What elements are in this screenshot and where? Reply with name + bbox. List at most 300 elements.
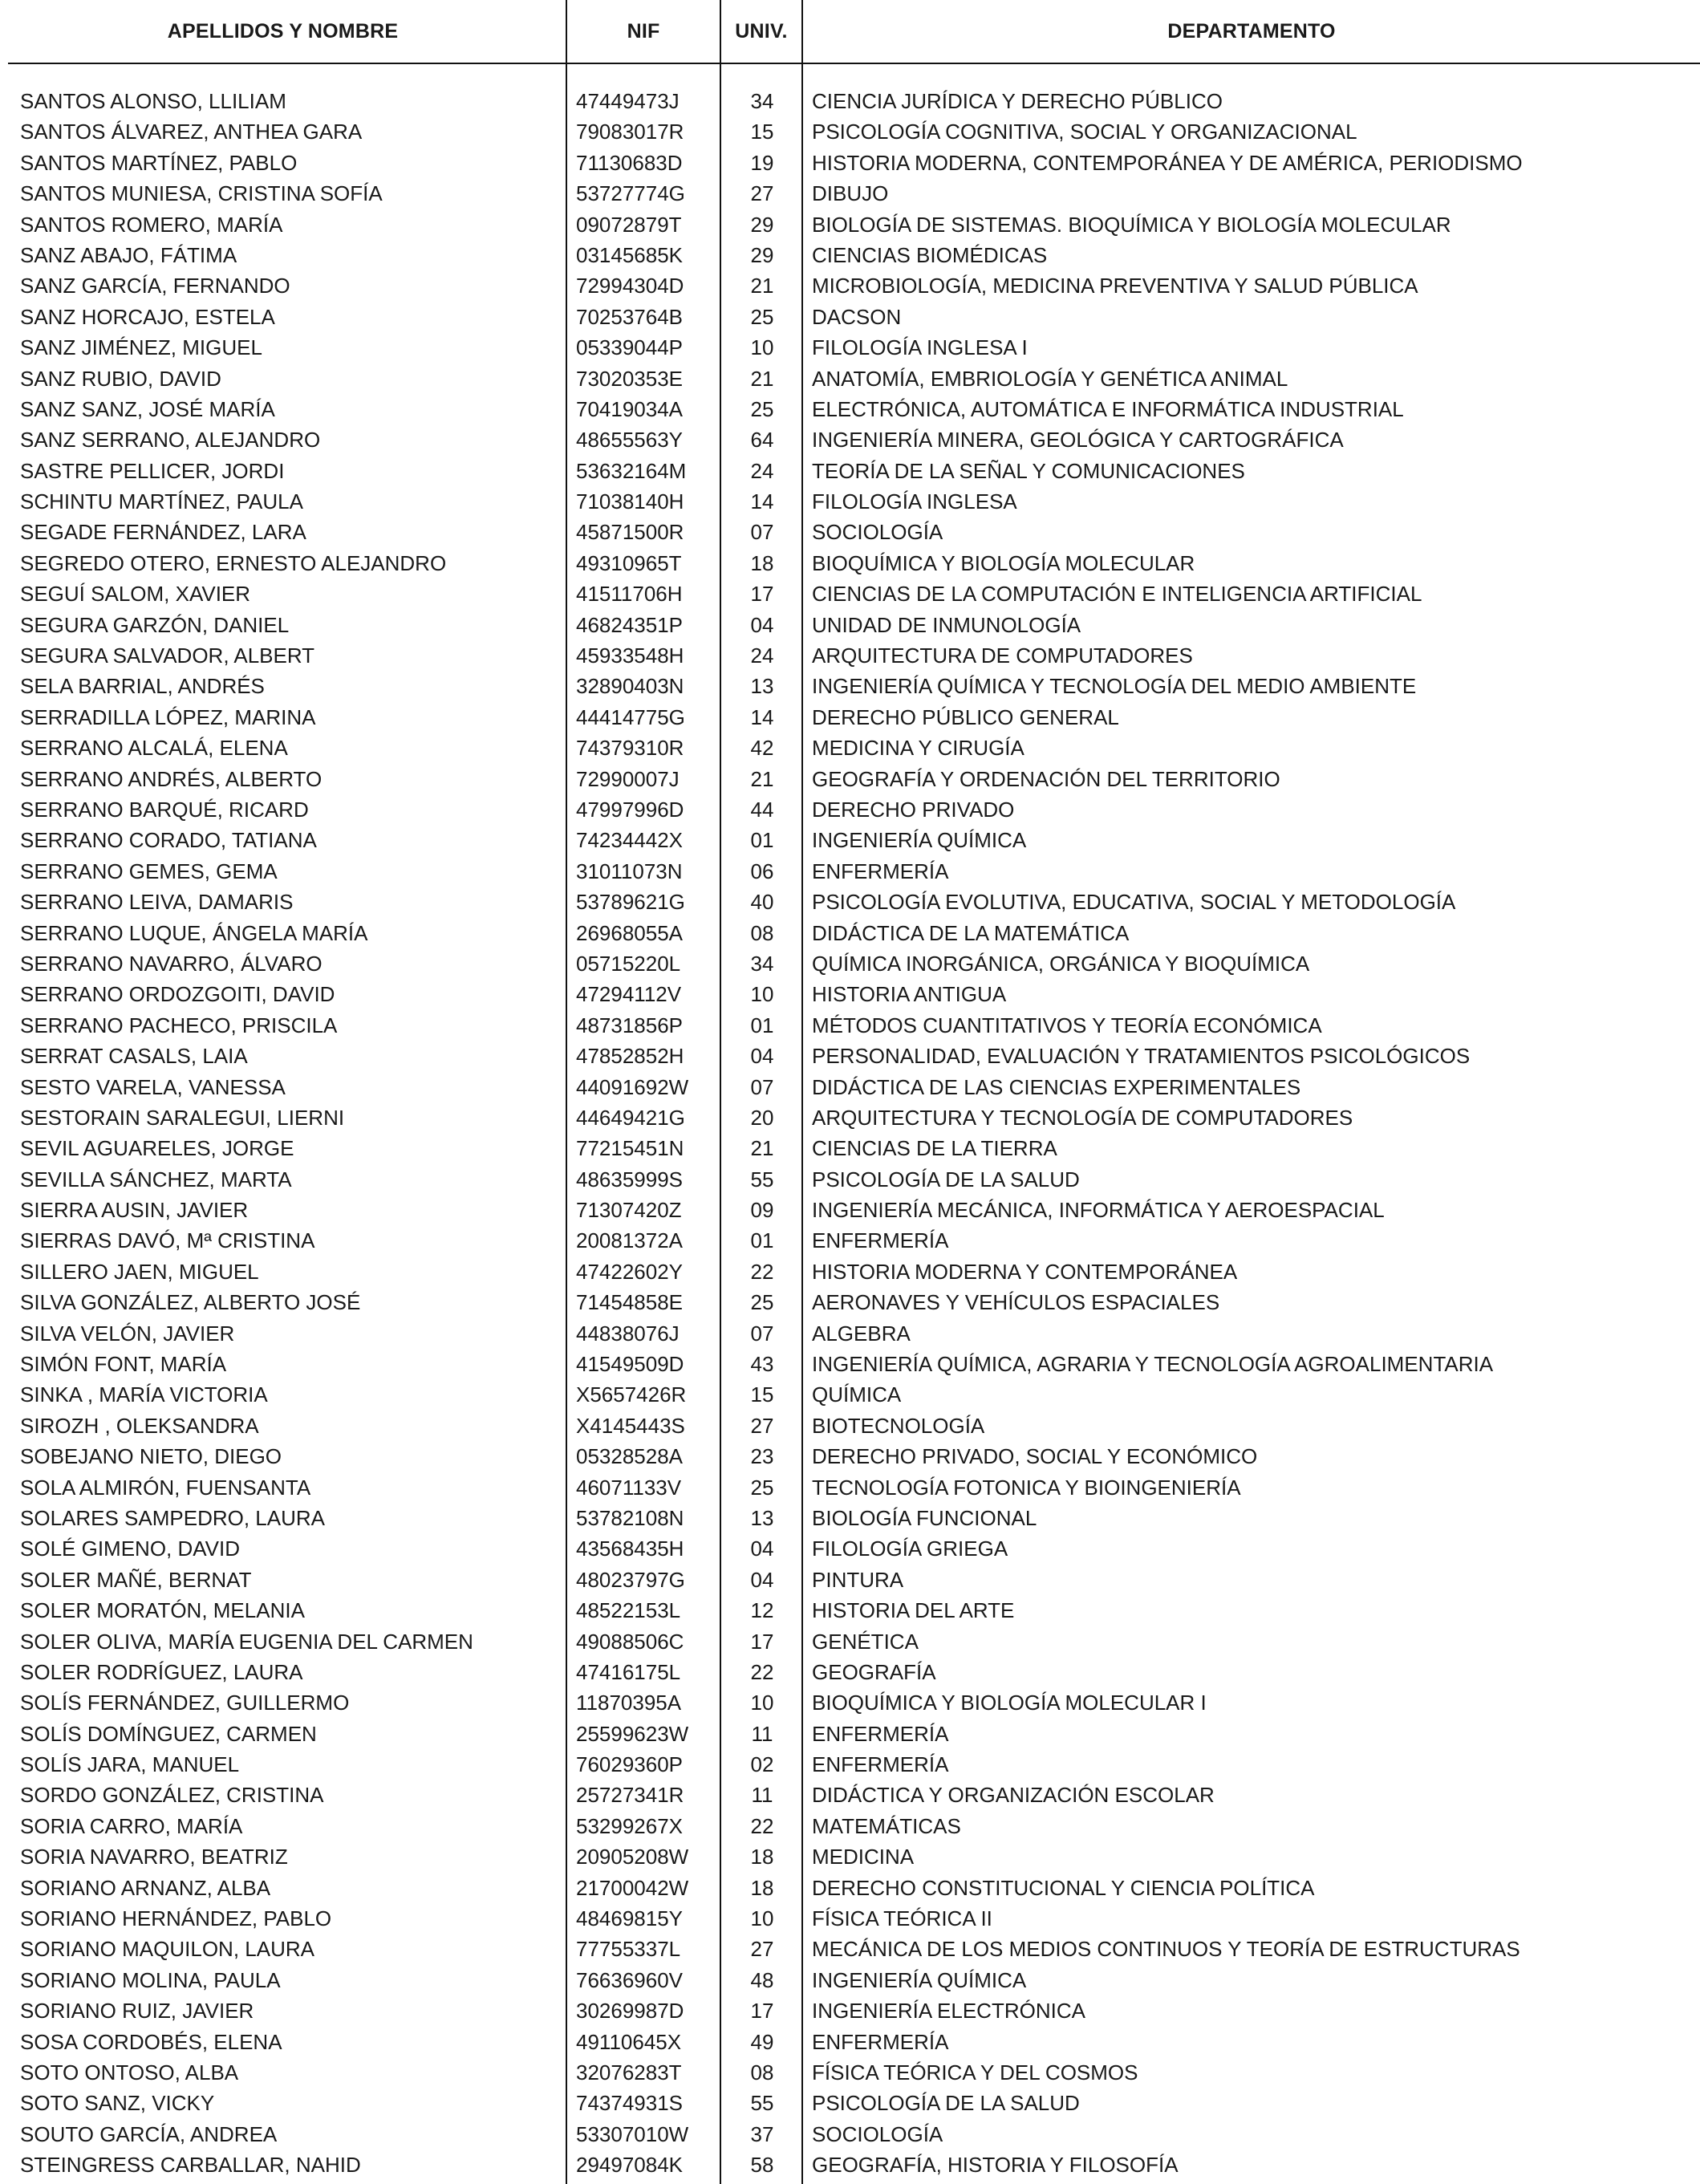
cell-nif: 30269987D — [576, 1999, 684, 2024]
cell-nif: 76029360P — [576, 1752, 684, 1777]
cell-department: INGENIERÍA MINERA, GEOLÓGICA Y CARTOGRÁFICA — [812, 428, 1344, 453]
table-row — [0, 578, 1700, 609]
cell-univ: 07 — [750, 1074, 774, 1099]
cell-univ: 09 — [750, 1198, 774, 1223]
cell-univ: 18 — [750, 1875, 774, 1900]
table-body — [0, 86, 1700, 2181]
cell-univ: 49 — [750, 2029, 774, 2054]
cell-name: SANZ ABAJO, FÁTIMA — [20, 242, 237, 267]
cell-univ: 27 — [750, 1937, 774, 1962]
cell-name: SEGURA SALVADOR, ALBERT — [20, 643, 315, 668]
cell-univ: 11 — [751, 1721, 773, 1746]
header-univ: UNIV. — [735, 19, 788, 43]
table-row — [0, 1102, 1700, 1133]
cell-department: MATEMÁTICAS — [812, 1813, 961, 1838]
table-row — [0, 764, 1700, 794]
cell-nif: 48635999S — [576, 1167, 684, 1191]
cell-name: SILVA VELÓN, JAVIER — [20, 1321, 235, 1346]
cell-nif: 70419034A — [576, 396, 684, 421]
cell-name: SINKA , MARÍA VICTORIA — [20, 1382, 268, 1407]
cell-univ: 24 — [750, 643, 774, 668]
cell-nif: 74234442X — [576, 828, 684, 853]
cell-name: SOTO ONTOSO, ALBA — [20, 2060, 239, 2085]
cell-name: SOLER RODRÍGUEZ, LAURA — [20, 1659, 303, 1684]
cell-name: SIERRA AUSIN, JAVIER — [20, 1198, 249, 1223]
cell-department: MICROBIOLOGÍA, MEDICINA PREVENTIVA Y SALUD PÚBLICA — [812, 274, 1418, 298]
cell-univ: 34 — [750, 951, 774, 976]
cell-department: DERECHO PRIVADO — [812, 797, 1015, 822]
cell-department: QUÍMICA INORGÁNICA, ORGÁNICA Y BIOQUÍMICA — [812, 951, 1310, 976]
cell-name: SOLA ALMIRÓN, FUENSANTA — [20, 1475, 311, 1500]
cell-univ: 37 — [750, 2121, 774, 2146]
cell-nif: X4145443S — [576, 1413, 685, 1438]
cell-name: SORIA CARRO, MARÍA — [20, 1813, 243, 1838]
cell-department: CIENCIAS DE LA COMPUTACIÓN E INTELIGENCIA ARTIFICIAL — [812, 582, 1422, 607]
cell-univ: 24 — [750, 458, 774, 483]
cell-name: SEGREDO OTERO, ERNESTO ALEJANDRO — [20, 550, 447, 575]
cell-univ: 06 — [750, 859, 774, 883]
cell-department: TEORÍA DE LA SEÑAL Y COMUNICACIONES — [812, 458, 1245, 483]
cell-name: SERRANO ANDRÉS, ALBERTO — [20, 766, 323, 791]
table-row — [0, 794, 1700, 825]
table-row — [0, 363, 1700, 394]
cell-univ: 10 — [750, 1906, 774, 1931]
cell-univ: 17 — [750, 1999, 774, 2024]
cell-nif: 43568435H — [576, 1537, 684, 1561]
cell-nif: 44838076J — [576, 1321, 680, 1346]
cell-nif: 31011073N — [576, 859, 683, 883]
cell-name: SANTOS MUNIESA, CRISTINA SOFÍA — [20, 181, 383, 206]
cell-nif: X5657426R — [576, 1382, 687, 1407]
cell-nif: 47852852H — [576, 1044, 684, 1069]
table-row — [0, 1657, 1700, 1687]
cell-univ: 34 — [750, 89, 774, 113]
cell-nif: 72990007J — [576, 766, 680, 791]
cell-department: BIOTECNOLOGÍA — [812, 1413, 985, 1438]
cell-nif: 71454858E — [576, 1290, 684, 1315]
cell-name: SELA BARRIAL, ANDRÉS — [20, 674, 265, 699]
cell-department: DERECHO PÚBLICO GENERAL — [812, 704, 1119, 729]
cell-name: SANZ RUBIO, DAVID — [20, 366, 221, 391]
cell-nif: 05339044P — [576, 335, 684, 360]
table-row — [0, 456, 1700, 486]
cell-name: SEGUÍ SALOM, XAVIER — [20, 582, 251, 607]
table-row — [0, 2119, 1700, 2149]
cell-department: CIENCIA JURÍDICA Y DERECHO PÚBLICO — [812, 89, 1223, 113]
table-row — [0, 610, 1700, 640]
table-row — [0, 948, 1700, 979]
table-row — [0, 1349, 1700, 1379]
cell-univ: 15 — [750, 1382, 774, 1407]
cell-nif: 47997996D — [576, 797, 684, 822]
cell-nif: 49110645X — [576, 2029, 682, 2054]
table-row — [0, 1565, 1700, 1595]
cell-nif: 47449473J — [576, 89, 680, 113]
header-name: APELLIDOS Y NOMBRE — [167, 19, 399, 43]
cell-department: HISTORIA MODERNA Y CONTEMPORÁNEA — [812, 1259, 1238, 1284]
table-row — [0, 1072, 1700, 1102]
cell-name: SORIANO ARNANZ, ALBA — [20, 1875, 271, 1900]
cell-nif: 47294112V — [576, 982, 682, 1007]
cell-univ: 01 — [750, 1228, 774, 1253]
cell-nif: 73020353E — [576, 366, 684, 391]
cell-department: FILOLOGÍA INGLESA — [812, 489, 1017, 514]
cell-univ: 55 — [750, 1167, 774, 1191]
cell-name: SESTO VARELA, VANESSA — [20, 1074, 286, 1099]
table-row — [0, 640, 1700, 671]
cell-univ: 19 — [750, 150, 774, 175]
cell-department: DACSON — [812, 304, 902, 329]
cell-department: DIBUJO — [812, 181, 889, 206]
table-row — [0, 86, 1700, 116]
table-row — [0, 918, 1700, 948]
cell-univ: 04 — [750, 1044, 774, 1069]
cell-department: INGENIERÍA QUÍMICA, AGRARIA Y TECNOLOGÍA AGROALIMENTARIA — [812, 1352, 1494, 1377]
table-row — [0, 116, 1700, 147]
cell-name: SOLER MORATÓN, MELANIA — [20, 1598, 305, 1623]
table-row — [0, 1318, 1700, 1349]
cell-name: SERRAT CASALS, LAIA — [20, 1044, 248, 1069]
cell-department: TECNOLOGÍA FOTONICA Y BIOINGENIERÍA — [812, 1475, 1241, 1500]
table-row — [0, 1780, 1700, 1810]
cell-name: SERRANO ALCALÁ, ELENA — [20, 736, 288, 761]
cell-nif: 32076283T — [576, 2060, 682, 2085]
cell-name: SCHINTU MARTÍNEZ, PAULA — [20, 489, 303, 514]
cell-department: MÉTODOS CUANTITATIVOS Y TEORÍA ECONÓMICA — [812, 1013, 1322, 1037]
cell-univ: 15 — [750, 120, 774, 144]
cell-nif: 20905208W — [576, 1845, 689, 1869]
table-row — [0, 394, 1700, 424]
cell-univ: 48 — [750, 1967, 774, 1992]
cell-department: UNIDAD DE INMUNOLOGÍA — [812, 612, 1081, 637]
table-row — [0, 1533, 1700, 1564]
table-row — [0, 209, 1700, 240]
table-row — [0, 887, 1700, 917]
table-row — [0, 1041, 1700, 1071]
cell-nif: 48731856P — [576, 1013, 684, 1037]
cell-name: SERRANO BARQUÉ, RICARD — [20, 797, 309, 822]
cell-name: SOLÍS JARA, MANUEL — [20, 1752, 240, 1777]
table-row — [0, 1687, 1700, 1718]
cell-name: SERRANO NAVARRO, ÁLVARO — [20, 951, 323, 976]
cell-name: SIMÓN FONT, MARÍA — [20, 1352, 227, 1377]
table-row — [0, 178, 1700, 209]
cell-department: GEOGRAFÍA Y ORDENACIÓN DEL TERRITORIO — [812, 766, 1280, 791]
cell-department: ALGEBRA — [812, 1321, 911, 1346]
cell-nif: 76636960V — [576, 1967, 684, 1992]
cell-univ: 04 — [750, 1567, 774, 1592]
cell-department: GEOGRAFÍA — [812, 1659, 936, 1684]
cell-name: SANZ SERRANO, ALEJANDRO — [20, 428, 321, 453]
cell-name: SERRANO CORADO, TATIANA — [20, 828, 317, 853]
cell-univ: 21 — [750, 366, 774, 391]
cell-name: SOSA CORDOBÉS, ELENA — [20, 2029, 282, 2054]
table-row — [0, 1195, 1700, 1225]
cell-nif: 11870395A — [576, 1691, 682, 1715]
table-row — [0, 2149, 1700, 2180]
cell-name: SEVILLA SÁNCHEZ, MARTA — [20, 1167, 292, 1191]
cell-name: SORIANO MAQUILON, LAURA — [20, 1937, 314, 1962]
table-row — [0, 1995, 1700, 2026]
cell-department: SOCIOLOGÍA — [812, 2121, 943, 2146]
cell-name: SERRANO PACHECO, PRISCILA — [20, 1013, 338, 1037]
cell-univ: 18 — [750, 550, 774, 575]
cell-nif: 49088506C — [576, 1629, 684, 1654]
cell-department: ENFERMERÍA — [812, 1721, 949, 1746]
table-row — [0, 979, 1700, 1009]
cell-department: HISTORIA DEL ARTE — [812, 1598, 1015, 1623]
cell-department: GENÉTICA — [812, 1629, 919, 1654]
table-row — [0, 2088, 1700, 2118]
cell-name: SESTORAIN SARALEGUI, LIERNI — [20, 1105, 345, 1130]
cell-name: SOLARES SAMPEDRO, LAURA — [20, 1505, 325, 1530]
cell-name: SILVA GONZÁLEZ, ALBERTO JOSÉ — [20, 1290, 361, 1315]
cell-univ: 55 — [750, 2091, 774, 2116]
table-row — [0, 1472, 1700, 1503]
cell-nif: 45871500R — [576, 520, 684, 545]
cell-nif: 53307010W — [576, 2121, 689, 2146]
cell-nif: 05715220L — [576, 951, 681, 976]
cell-nif: 32890403N — [576, 674, 684, 699]
table-row — [0, 825, 1700, 855]
table-row — [0, 424, 1700, 455]
cell-department: BIOQUÍMICA Y BIOLOGÍA MOLECULAR I — [812, 1691, 1207, 1715]
table-row — [0, 1441, 1700, 1472]
table-row — [0, 332, 1700, 363]
cell-department: MECÁNICA DE LOS MEDIOS CONTINUOS Y TEORÍA DE ESTRUCTURAS — [812, 1937, 1520, 1962]
cell-univ: 17 — [750, 582, 774, 607]
cell-department: ENFERMERÍA — [812, 1752, 949, 1777]
cell-nif: 72994304D — [576, 274, 684, 298]
cell-univ: 44 — [750, 797, 774, 822]
cell-univ: 18 — [750, 1845, 774, 1869]
cell-nif: 53632164M — [576, 458, 687, 483]
cell-name: SERRANO LEIVA, DAMARIS — [20, 890, 294, 915]
cell-name: STEINGRESS CARBALLAR, NAHID — [20, 2153, 361, 2178]
header-nif: NIF — [627, 19, 660, 43]
cell-name: SERRANO LUQUE, ÁNGELA MARÍA — [20, 920, 368, 945]
cell-name: SANTOS MARTÍNEZ, PABLO — [20, 150, 298, 175]
table-row — [0, 2027, 1700, 2057]
cell-name: SERRADILLA LÓPEZ, MARINA — [20, 704, 316, 729]
cell-univ: 04 — [750, 1537, 774, 1561]
cell-name: SORIANO RUIZ, JAVIER — [20, 1999, 254, 2024]
cell-nif: 74374931S — [576, 2091, 684, 2116]
cell-nif: 41511706H — [576, 582, 683, 607]
cell-univ: 14 — [750, 704, 774, 729]
cell-name: SERRANO GEMES, GEMA — [20, 859, 278, 883]
cell-univ: 40 — [750, 890, 774, 915]
cell-department: CIENCIAS DE LA TIERRA — [812, 1136, 1057, 1161]
cell-department: GEOGRAFÍA, HISTORIA Y FILOSOFÍA — [812, 2153, 1179, 2178]
table-row — [0, 517, 1700, 547]
cell-department: DIDÁCTICA DE LA MATEMÁTICA — [812, 920, 1130, 945]
cell-name: SANZ GARCÍA, FERNANDO — [20, 274, 290, 298]
cell-nif: 48469815Y — [576, 1906, 684, 1931]
cell-name: SORDO GONZÁLEZ, CRISTINA — [20, 1783, 324, 1808]
cell-nif: 49310965T — [576, 550, 682, 575]
cell-univ: 02 — [750, 1752, 774, 1777]
cell-department: MEDICINA Y CIRUGÍA — [812, 736, 1024, 761]
cell-department: FÍSICA TEÓRICA II — [812, 1906, 992, 1931]
table-row — [0, 856, 1700, 887]
table-row — [0, 1379, 1700, 1410]
cell-univ: 08 — [750, 2060, 774, 2085]
cell-univ: 10 — [750, 1691, 774, 1715]
cell-nif: 44091692W — [576, 1074, 689, 1099]
cell-name: SOTO SANZ, VICKY — [20, 2091, 215, 2116]
cell-univ: 21 — [750, 1136, 774, 1161]
cell-nif: 46071133V — [576, 1475, 682, 1500]
cell-nif: 46824351P — [576, 612, 684, 637]
cell-univ: 08 — [750, 920, 774, 945]
cell-name: SORIANO HERNÁNDEZ, PABLO — [20, 1906, 332, 1931]
cell-name: SOBEJANO NIETO, DIEGO — [20, 1444, 282, 1469]
table-row — [0, 148, 1700, 178]
table-row — [0, 2057, 1700, 2088]
cell-univ: 43 — [750, 1352, 774, 1377]
cell-department: PSICOLOGÍA COGNITIVA, SOCIAL Y ORGANIZACIONAL — [812, 120, 1357, 144]
cell-nif: 53789621G — [576, 890, 685, 915]
cell-univ: 25 — [750, 396, 774, 421]
cell-name: SOLÉ GIMENO, DAVID — [20, 1537, 241, 1561]
cell-department: CIENCIAS BIOMÉDICAS — [812, 242, 1048, 267]
table-row — [0, 733, 1700, 763]
table-row — [0, 671, 1700, 701]
table-row — [0, 1287, 1700, 1317]
table-row — [0, 548, 1700, 578]
header-department: DEPARTAMENTO — [1167, 19, 1336, 43]
table-row — [0, 1411, 1700, 1441]
cell-nif: 47416175L — [576, 1659, 681, 1684]
cell-department: SOCIOLOGÍA — [812, 520, 943, 545]
table-row — [0, 1965, 1700, 1995]
table-row — [0, 702, 1700, 733]
cell-univ: 27 — [750, 1413, 774, 1438]
cell-name: SANZ JIMÉNEZ, MIGUEL — [20, 335, 262, 360]
table-row — [0, 1719, 1700, 1749]
cell-nif: 53782108N — [576, 1505, 684, 1530]
cell-name: SANTOS ROMERO, MARÍA — [20, 212, 283, 237]
cell-department: ENFERMERÍA — [812, 1228, 949, 1253]
cell-nif: 41549509D — [576, 1352, 684, 1377]
table-row — [0, 1903, 1700, 1934]
cell-nif: 53299267X — [576, 1813, 684, 1838]
cell-name: SIERRAS DAVÓ, Mª CRISTINA — [20, 1228, 315, 1253]
cell-nif: 71307420Z — [576, 1198, 682, 1223]
table-row — [0, 270, 1700, 301]
cell-name: SASTRE PELLICER, JORDI — [20, 458, 285, 483]
cell-nif: 44414775G — [576, 704, 685, 729]
cell-univ: 25 — [750, 1290, 774, 1315]
cell-department: PINTURA — [812, 1567, 904, 1592]
table-row — [0, 1626, 1700, 1657]
cell-name: SEVIL AGUARELES, JORGE — [20, 1136, 294, 1161]
table-row — [0, 1133, 1700, 1163]
table-row — [0, 1841, 1700, 1872]
table-row — [0, 1256, 1700, 1287]
cell-univ: 12 — [750, 1598, 774, 1623]
cell-department: BIOLOGÍA FUNCIONAL — [812, 1505, 1037, 1530]
table-row — [0, 1595, 1700, 1626]
cell-department: ARQUITECTURA DE COMPUTADORES — [812, 643, 1193, 668]
cell-univ: 13 — [750, 674, 774, 699]
cell-univ: 13 — [750, 1505, 774, 1530]
cell-univ: 22 — [750, 1659, 774, 1684]
cell-univ: 22 — [750, 1259, 774, 1284]
cell-nif: 20081372A — [576, 1228, 684, 1253]
table-row — [0, 1225, 1700, 1256]
cell-department: INGENIERÍA QUÍMICA Y TECNOLOGÍA DEL MEDIO AMBIENTE — [812, 674, 1417, 699]
cell-department: INGENIERÍA QUÍMICA — [812, 828, 1027, 853]
cell-name: SOLÍS FERNÁNDEZ, GUILLERMO — [20, 1691, 350, 1715]
cell-univ: 01 — [750, 1013, 774, 1037]
table-row — [0, 1934, 1700, 1964]
cell-univ: 17 — [750, 1629, 774, 1654]
cell-nif: 70253764B — [576, 304, 684, 329]
cell-department: QUÍMICA — [812, 1382, 902, 1407]
cell-nif: 77215451N — [576, 1136, 684, 1161]
cell-name: SOLER MAÑÉ, BERNAT — [20, 1567, 252, 1592]
cell-univ: 23 — [750, 1444, 774, 1469]
cell-univ: 11 — [751, 1783, 773, 1808]
cell-nif: 21700042W — [576, 1875, 689, 1900]
cell-name: SORIA NAVARRO, BEATRIZ — [20, 1845, 288, 1869]
cell-name: SORIANO MOLINA, PAULA — [20, 1967, 281, 1992]
cell-nif: 71130683D — [576, 150, 683, 175]
cell-department: INGENIERÍA QUÍMICA — [812, 1967, 1027, 1992]
table-row — [0, 1749, 1700, 1780]
cell-department: ENFERMERÍA — [812, 859, 949, 883]
cell-nif: 05328528A — [576, 1444, 684, 1469]
cell-name: SANZ HORCAJO, ESTELA — [20, 304, 275, 329]
cell-department: INGENIERÍA ELECTRÓNICA — [812, 1999, 1085, 2024]
cell-department: DERECHO PRIVADO, SOCIAL Y ECONÓMICO — [812, 1444, 1258, 1469]
cell-univ: 25 — [750, 1475, 774, 1500]
cell-department: MEDICINA — [812, 1845, 915, 1869]
cell-nif: 71038140H — [576, 489, 684, 514]
cell-name: SEGURA GARZÓN, DANIEL — [20, 612, 290, 637]
cell-name: SEGADE FERNÁNDEZ, LARA — [20, 520, 306, 545]
cell-name: SERRANO ORDOZGOITI, DAVID — [20, 982, 335, 1007]
cell-univ: 21 — [750, 274, 774, 298]
cell-nif: 47422602Y — [576, 1259, 684, 1284]
cell-department: FÍSICA TEÓRICA Y DEL COSMOS — [812, 2060, 1138, 2085]
cell-univ: 10 — [750, 982, 774, 1007]
cell-univ: 14 — [750, 489, 774, 514]
cell-univ: 42 — [750, 736, 774, 761]
cell-univ: 27 — [750, 181, 774, 206]
cell-univ: 25 — [750, 304, 774, 329]
cell-department: FILOLOGÍA GRIEGA — [812, 1537, 1008, 1561]
cell-nif: 53727774G — [576, 181, 685, 206]
cell-department: ANATOMÍA, EMBRIOLOGÍA Y GENÉTICA ANIMAL — [812, 366, 1288, 391]
cell-department: HISTORIA ANTIGUA — [812, 982, 1007, 1007]
cell-nif: 26968055A — [576, 920, 684, 945]
cell-univ: 21 — [750, 766, 774, 791]
cell-department: FILOLOGÍA INGLESA I — [812, 335, 1028, 360]
cell-department: DERECHO CONSTITUCIONAL Y CIENCIA POLÍTICA — [812, 1875, 1315, 1900]
table-row — [0, 1010, 1700, 1041]
cell-nif: 48522153L — [576, 1598, 681, 1623]
table-row — [0, 302, 1700, 332]
cell-univ: 20 — [750, 1105, 774, 1130]
cell-univ: 10 — [750, 335, 774, 360]
table-row — [0, 1164, 1700, 1195]
cell-nif: 45933548H — [576, 643, 684, 668]
cell-nif: 48023797G — [576, 1567, 685, 1592]
table-row — [0, 486, 1700, 517]
